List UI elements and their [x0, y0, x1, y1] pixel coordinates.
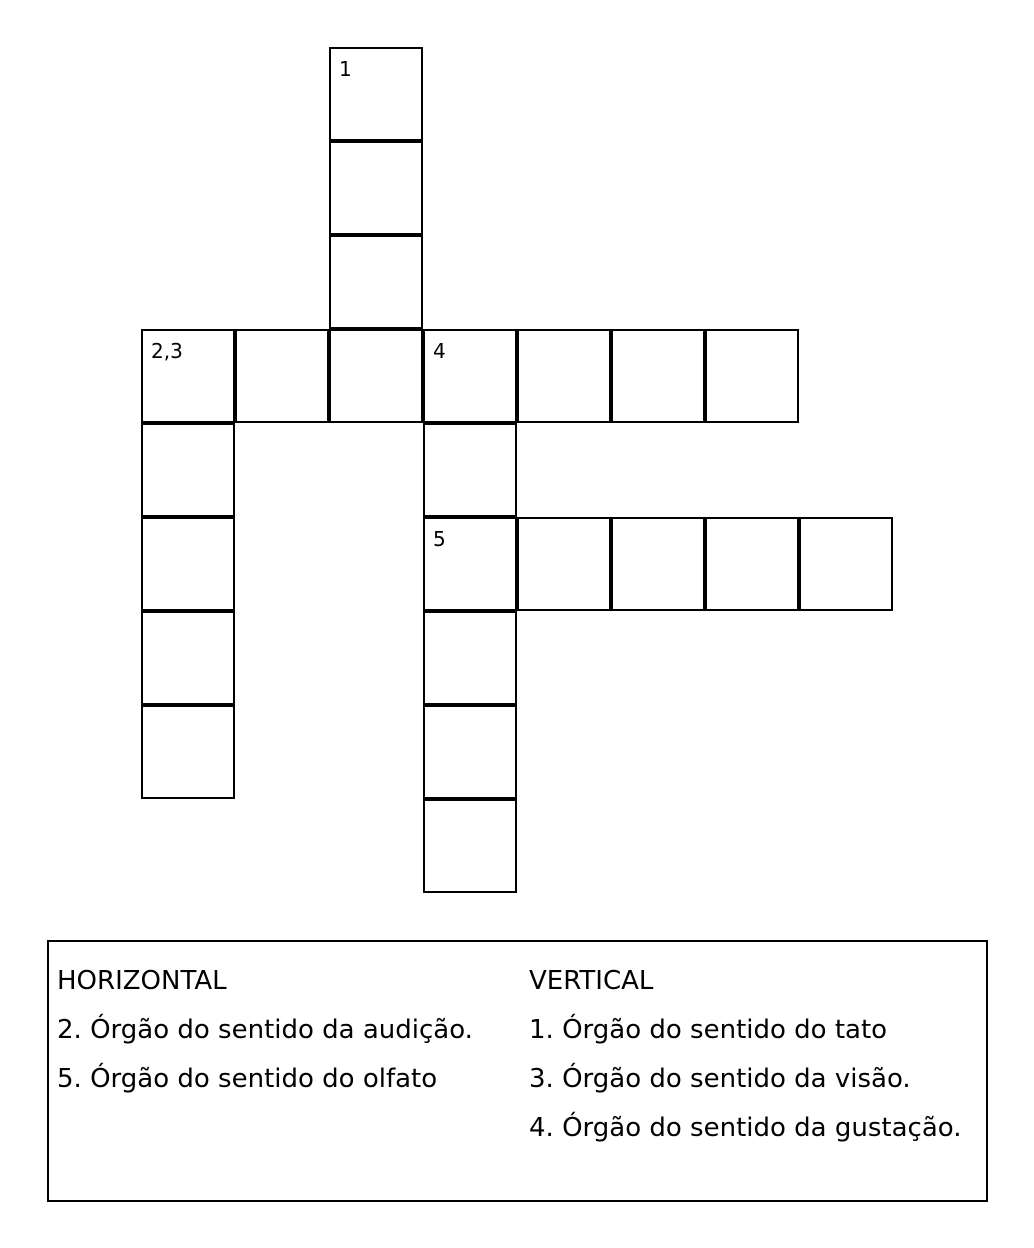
cell-clue-number: 1: [339, 57, 352, 81]
crossword-cell[interactable]: [329, 47, 423, 141]
crossword-cell[interactable]: [141, 423, 235, 517]
clues-box: [47, 940, 988, 1202]
clue-vertical-3: 3. Órgão do sentido da visão.: [529, 1064, 911, 1094]
crossword-cell[interactable]: [141, 329, 235, 423]
clue-horizontal-5: 5. Órgão do sentido do olfato: [57, 1064, 438, 1094]
crossword-cell[interactable]: [517, 517, 611, 611]
crossword-cell[interactable]: [705, 517, 799, 611]
crossword-cell[interactable]: [611, 329, 705, 423]
crossword-cell[interactable]: [329, 235, 423, 329]
crossword-cell[interactable]: [329, 329, 423, 423]
clue-horizontal-2: 2. Órgão do sentido da audição.: [57, 1015, 473, 1045]
crossword-cell[interactable]: [423, 611, 517, 705]
vertical-clues: [529, 957, 961, 1153]
crossword-cell[interactable]: [517, 329, 611, 423]
horizontal-clues: [57, 957, 473, 1104]
crossword-cell[interactable]: [423, 705, 517, 799]
crossword-cell[interactable]: [329, 141, 423, 235]
crossword-cell[interactable]: [423, 329, 517, 423]
crossword-cell[interactable]: [423, 517, 517, 611]
clue-vertical-4: 4. Órgão do sentido da gustação.: [529, 1113, 962, 1143]
clue-vertical-1: 1. Órgão do sentido do tato: [529, 1015, 888, 1045]
cell-clue-number: 2,3: [151, 339, 183, 363]
cell-clue-number: 5: [433, 527, 446, 551]
crossword-cell[interactable]: [423, 423, 517, 517]
cell-clue-number: 4: [433, 339, 446, 363]
crossword-cell[interactable]: [705, 329, 799, 423]
crossword-cell[interactable]: [423, 799, 517, 893]
crossword-cell[interactable]: [141, 705, 235, 799]
crossword-cell[interactable]: [235, 329, 329, 423]
horizontal-title: HORIZONTAL: [57, 966, 227, 996]
vertical-title: VERTICAL: [529, 966, 654, 996]
crossword-cell[interactable]: [141, 517, 235, 611]
crossword-cell[interactable]: [141, 611, 235, 705]
crossword-cell[interactable]: [799, 517, 893, 611]
crossword-cell[interactable]: [611, 517, 705, 611]
